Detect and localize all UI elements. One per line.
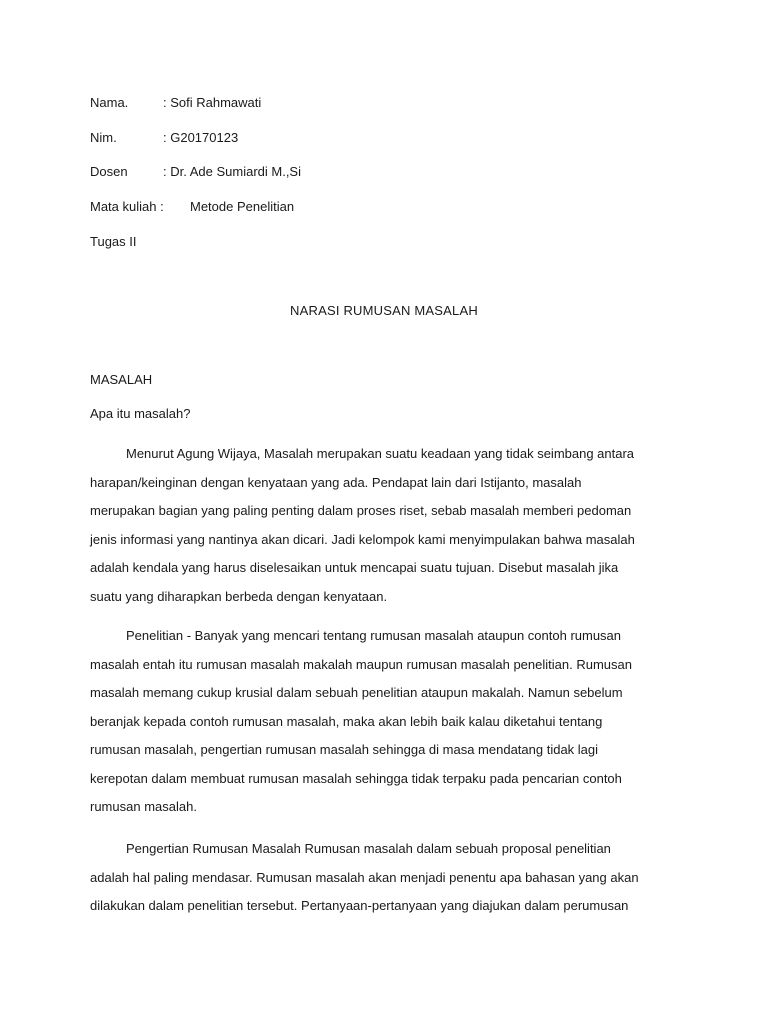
matkul-label: Mata kuliah : [90,199,164,214]
document-title: NARASI RUMUSAN MASALAH [290,303,478,318]
name-value: : Sofi Rahmawati [163,95,262,110]
nim-value: : G20170123 [163,130,239,145]
nim-label: Nim. [90,130,117,145]
name-label: Nama. [90,95,129,110]
dosen-row [90,162,301,182]
section-question: Apa itu masalah? [90,406,191,421]
paragraph-line: masalah entah itu rumusan masalah makalah maupun rumusan masalah penelitian. Rumusan [90,656,632,672]
paragraph-line: rumusan masalah. [90,799,197,814]
paragraph-2 [90,622,668,822]
paragraph-line: kerepotan dalam membuat rumusan masalah sehingga tidak terpaku pada pencarian contoh [90,770,622,786]
matkul-row [90,197,295,217]
paragraph-1 [90,440,668,611]
matkul-value: Metode Penelitian [190,199,295,214]
section-heading: MASALAH [90,372,153,387]
nim-row [90,128,239,148]
paragraph-line: merupakan bagian yang paling penting dalam proses riset, sebab masalah memberi pedoman [90,503,632,518]
name-row [90,93,262,113]
paragraph-line: adalah hal paling mendasar. Rumusan masalah akan menjadi penentu apa bahasan yang akan [90,869,639,885]
paragraph-line: Penelitian - Banyak yang mencari tentang rumusan masalah ataupun contoh rumusan [126,628,622,643]
paragraph-line: dilakukan dalam penelitian tersebut. Pertanyaan-pertanyaan yang diajukan dalam perumusan [90,898,629,913]
dosen-label: Dosen [90,164,128,179]
paragraph-line: masalah memang cukup krusial dalam sebuah penelitian ataupun makalah. Namun sebelum [90,685,623,700]
paragraph-line: suatu yang diharapkan berbeda dengan kenyataan. [90,588,388,604]
paragraph-line: jenis informasi yang nantinya akan dicari. Jadi kelompok kami menyimpulakan bahwa masalah [90,531,635,547]
paragraph-line: harapan/keinginan dengan kenyataan yang ada. Pendapat lain dari Istijanto, masalah [90,474,582,490]
dosen-value: : Dr. Ade Sumiardi M.,Si [163,164,301,179]
paragraph-3 [90,835,668,921]
assignment-label: Tugas II [90,234,137,249]
paragraph-line: beranjak kepada contoh rumusan masalah, maka akan lebih baik kalau diketahui tentang [90,713,603,729]
paragraph-line: rumusan masalah, pengertian rumusan masalah sehingga di masa mendatang tidak lagi [90,742,599,757]
paragraph-line: Pengertian Rumusan Masalah Rumusan masalah dalam sebuah proposal penelitian [126,841,611,856]
paragraph-line: adalah kendala yang harus diselesaikan untuk mencapai suatu tujuan. Disebut masalah jika [90,560,619,575]
paragraph-line: Menurut Agung Wijaya, Masalah merupakan suatu keadaan yang tidak seimbang antara [126,446,635,461]
